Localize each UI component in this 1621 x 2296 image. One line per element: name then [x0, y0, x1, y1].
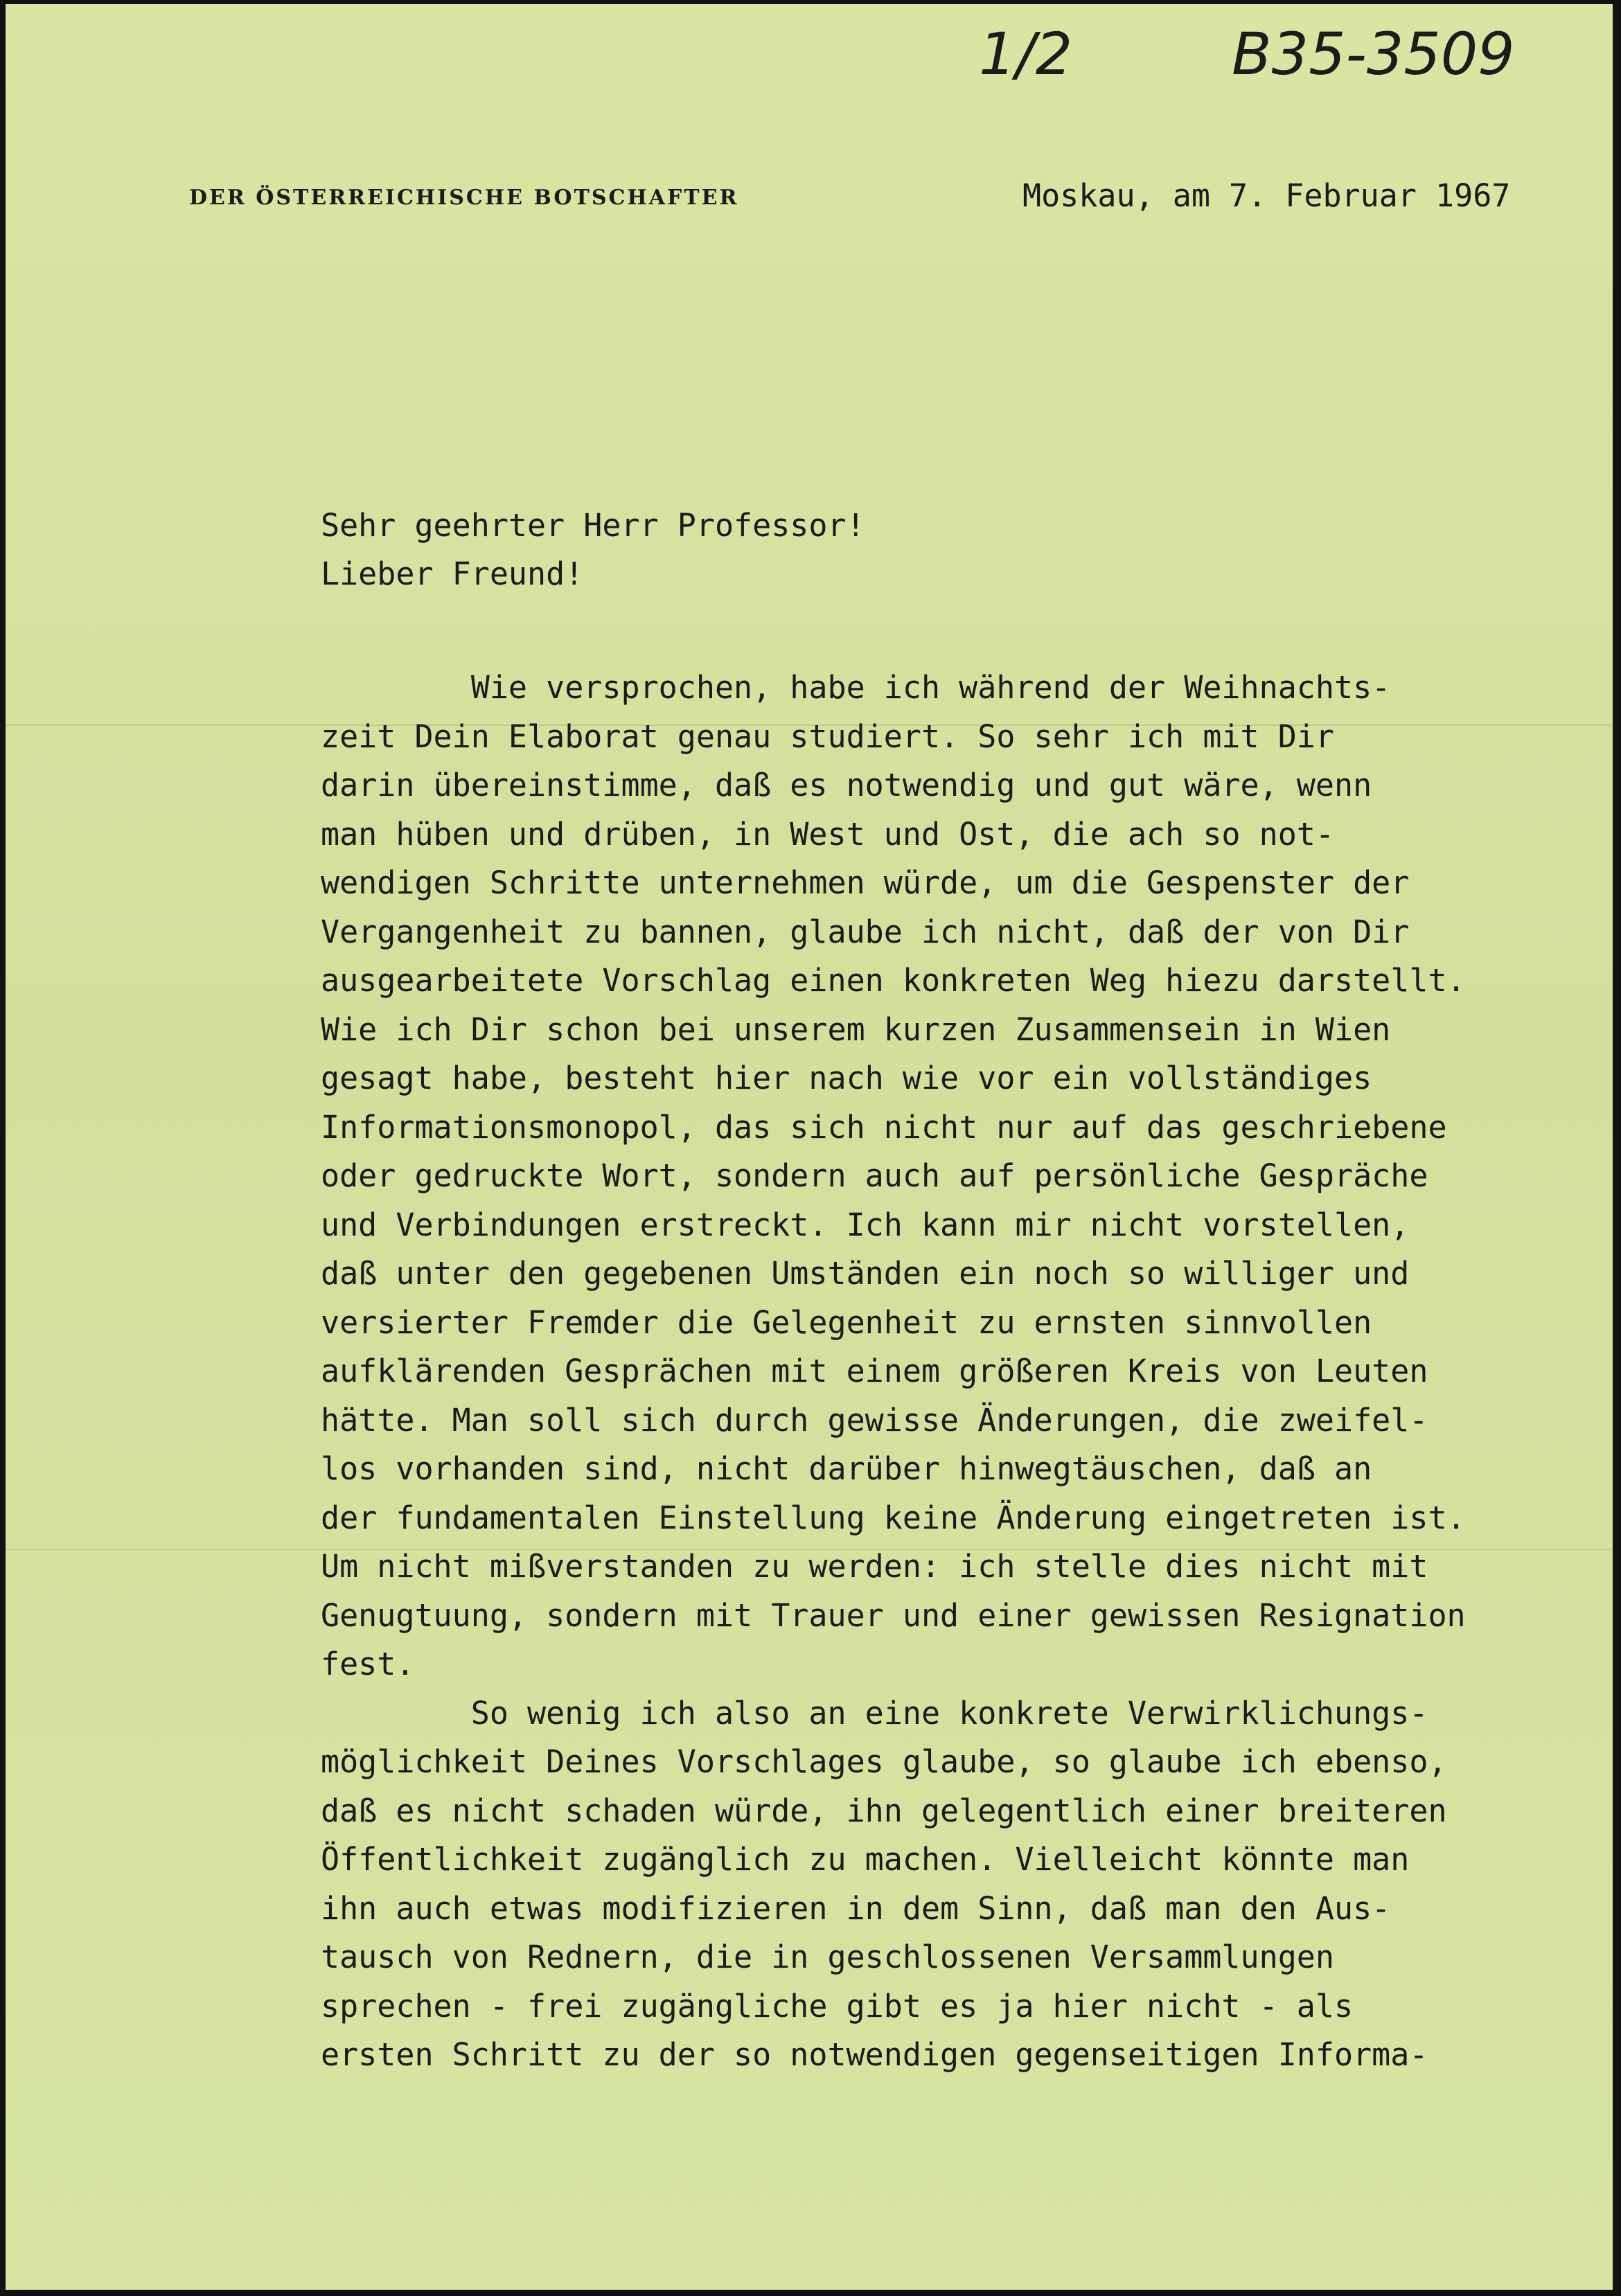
- archive-reference-number: B35-3509: [1232, 20, 1515, 88]
- body-text-line: sprechen - frei zugängliche gibt es ja hier nicht - als: [321, 1987, 1354, 2024]
- letter-dateline: Moskau, am 7. Februar 1967: [1022, 177, 1511, 214]
- letter-page: [6, 4, 1613, 2290]
- body-text-line: Wie versprochen, habe ich während der Weihnachts-: [321, 669, 1391, 706]
- body-text-line: ihn auch etwas modifizieren in dem Sinn, daß man den Aus-: [321, 1889, 1391, 1927]
- body-text-line: gesagt habe, besteht hier nach wie vor ein vollständiges: [321, 1060, 1372, 1096]
- body-text-line: So wenig ich also an eine konkrete Verwirklichungs-: [321, 1694, 1428, 1732]
- body-text-line: man hüben und drüben, in West und Ost, die ach so not-: [321, 815, 1334, 853]
- body-text-line: ersten Schritt zu der so notwendigen gegenseitigen Informa-: [321, 2036, 1428, 2073]
- salutation: [321, 501, 865, 598]
- body-text-line: aufklärenden Gesprächen mit einem größeren Kreis von Leuten: [321, 1353, 1428, 1389]
- body-text-line: Um nicht mißverstanden zu werden: ich stelle dies nicht mit: [321, 1548, 1428, 1585]
- salutation-line: Sehr geehrter Herr Professor!: [321, 507, 865, 544]
- body-text-line: hätte. Man soll sich durch gewisse Änderungen, die zweifel-: [321, 1401, 1428, 1439]
- body-text-line: ausgearbeitete Vorschlag einen konkreten Weg hiezu darstellt.: [321, 962, 1466, 999]
- archive-page-number: 1/2: [979, 20, 1073, 88]
- body-text-line: Vergangenheit zu bannen, glaube ich nicht, daß der von Dir: [321, 913, 1410, 950]
- body-text-line: wendigen Schritte unternehmen würde, um die Gespenster der: [321, 864, 1410, 901]
- body-text-line: Öffentlichkeit zugänglich zu machen. Vielleicht könnte man: [321, 1841, 1410, 1878]
- body-text-line: der fundamentalen Einstellung keine Änderung eingetreten ist.: [321, 1499, 1466, 1536]
- salutation-line: Lieber Freund!: [321, 555, 584, 592]
- body-text-line: tausch von Rednern, die in geschlossenen Versammlungen: [321, 1939, 1334, 1975]
- body-text-line: zeit Dein Elaborat genau studiert. So sehr ich mit Dir: [321, 718, 1334, 755]
- body-text-line: Wie ich Dir schon bei unserem kurzen Zusammensein in Wien: [321, 1011, 1391, 1048]
- body-text-line: versierter Fremder die Gelegenheit zu ernsten sinnvollen: [321, 1303, 1372, 1341]
- body-text-line: daß es nicht schaden würde, ihn gelegentlich einer breiteren: [321, 1792, 1447, 1829]
- letterhead-sender-title: DER ÖSTERREICHISCHE BOTSCHAFTER: [189, 186, 739, 210]
- body-text-line: Genugtuung, sondern mit Trauer und einer gewissen Resignation: [321, 1596, 1466, 1634]
- body-text-line: und Verbindungen erstreckt. Ich kann mir nicht vorstellen,: [321, 1206, 1410, 1243]
- body-text-line: Informationsmonopol, das sich nicht nur auf das geschriebene: [321, 1108, 1447, 1146]
- body-text-line: los vorhanden sind, nicht darüber hinwegtäuschen, daß an: [321, 1450, 1372, 1487]
- body-text-line: fest.: [321, 1646, 415, 1682]
- body-text-line: daß unter den gegebenen Umständen ein noch so williger und: [321, 1255, 1410, 1292]
- body-text-line: oder gedruckte Wort, sondern auch auf persönliche Gespräche: [321, 1157, 1428, 1194]
- letter-body: [321, 664, 1466, 2080]
- body-text-line: möglichkeit Deines Vorschlages glaube, so glaube ich ebenso,: [321, 1743, 1447, 1780]
- body-text-line: darin übereinstimme, daß es notwendig und gut wäre, wenn: [321, 767, 1372, 803]
